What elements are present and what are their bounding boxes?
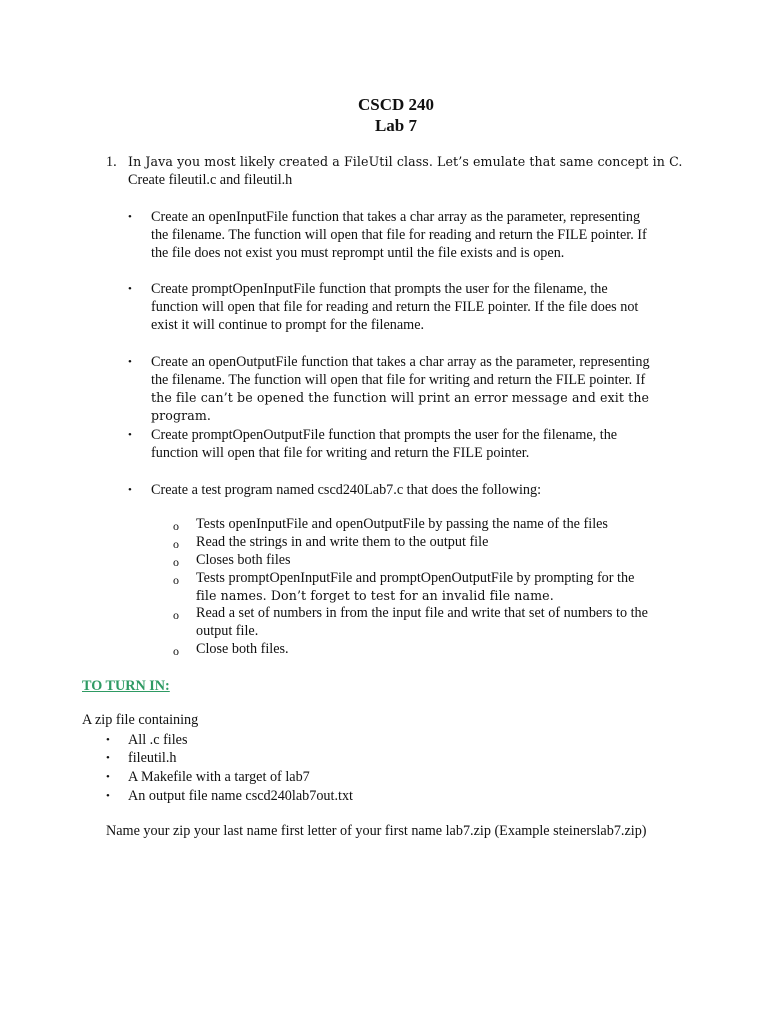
subitem-5-line-2: output file. — [196, 623, 259, 639]
bullet-1-line-1: Create an openInputFile function that takes a char array as the parameter, representing — [151, 209, 641, 225]
bullet-3-line-2: the filename. The function will open that file for writing and return the FILE pointer. If — [151, 372, 646, 388]
turn-in-item-4: An output file name cscd240lab7out.txt — [128, 788, 353, 804]
bullet-1-line-3: the file does not exist you must reprompt until the file exists and is open. — [151, 245, 565, 261]
course-title: CSCD 240 — [357, 95, 435, 114]
question-line-1: In Java you most likely created a FileUtil class. Let’s emulate that same concept in C. — [128, 154, 683, 169]
question-number: 1. — [106, 154, 117, 170]
bullet-icon: • — [106, 790, 110, 802]
subitem-4-line-1: Tests promptOpenInputFile and promptOpenOutputFile by prompting for the — [196, 570, 635, 586]
bullet-4-line-2: function will open that file for writing and return the FILE pointer. — [151, 445, 530, 461]
sub-bullet-icon: o — [173, 644, 179, 658]
subitem-5-line-1: Read a set of numbers in from the input file and write that set of numbers to the — [196, 605, 648, 621]
sub-bullet-icon: o — [173, 555, 179, 569]
turn-in-item-1: All .c files — [128, 732, 188, 748]
bullet-icon: • — [128, 484, 132, 496]
bullet-2-line-2: function will open that file for reading and return the FILE pointer. If the file does not — [151, 299, 639, 315]
lab-title: Lab 7 — [374, 116, 418, 135]
turn-in-item-2: fileutil.h — [128, 750, 177, 766]
bullet-2-line-3: exist it will continue to prompt for the filename. — [151, 317, 425, 333]
bullet-icon: • — [106, 771, 110, 783]
zip-intro: A zip file containing — [82, 712, 199, 728]
sub-bullet-icon: o — [173, 573, 179, 587]
bullet-5-line-1: Create a test program named cscd240Lab7.c that does the following: — [151, 482, 542, 498]
subitem-4-line-2: file names. Don’t forget to test for an invalid file name. — [196, 588, 554, 603]
bullet-1-line-2: the filename. The function will open that file for reading and return the FILE pointer. If — [151, 227, 647, 243]
bullet-3-line-1: Create an openOutputFile function that takes a char array as the parameter, representing — [151, 354, 650, 370]
subitem-3: Closes both files — [196, 552, 291, 568]
bullet-icon: • — [128, 356, 132, 368]
bullet-icon: • — [106, 752, 110, 764]
subitem-6: Close both files. — [196, 641, 289, 657]
sub-bullet-icon: o — [173, 519, 179, 533]
turn-in-heading: TO TURN IN: — [82, 678, 170, 694]
bullet-3-line-3: the file can’t be opened the function will print an error message and exit the program. — [151, 390, 650, 423]
subitem-1: Tests openInputFile and openOutputFile by passing the name of the files — [196, 516, 608, 532]
subitem-2: Read the strings in and write them to the output file — [196, 534, 489, 550]
bullet-icon: • — [128, 211, 132, 223]
bullet-2-line-1: Create promptOpenInputFile function that prompts the user for the filename, the — [151, 281, 608, 297]
bullet-icon: • — [128, 429, 132, 441]
bullet-4-line-1: Create promptOpenOutputFile function that prompts the user for the filename, the — [151, 427, 618, 443]
sub-bullet-icon: o — [173, 537, 179, 551]
zip-naming-instruction: Name your zip your last name first letter of your first name lab7.zip (Example steinerslab7.zip) — [106, 823, 647, 839]
turn-in-item-3: A Makefile with a target of lab7 — [128, 769, 310, 785]
bullet-icon: • — [106, 734, 110, 746]
bullet-icon: • — [128, 283, 132, 295]
question-line-2: Create fileutil.c and fileutil.h — [128, 172, 293, 188]
sub-bullet-icon: o — [173, 608, 179, 622]
